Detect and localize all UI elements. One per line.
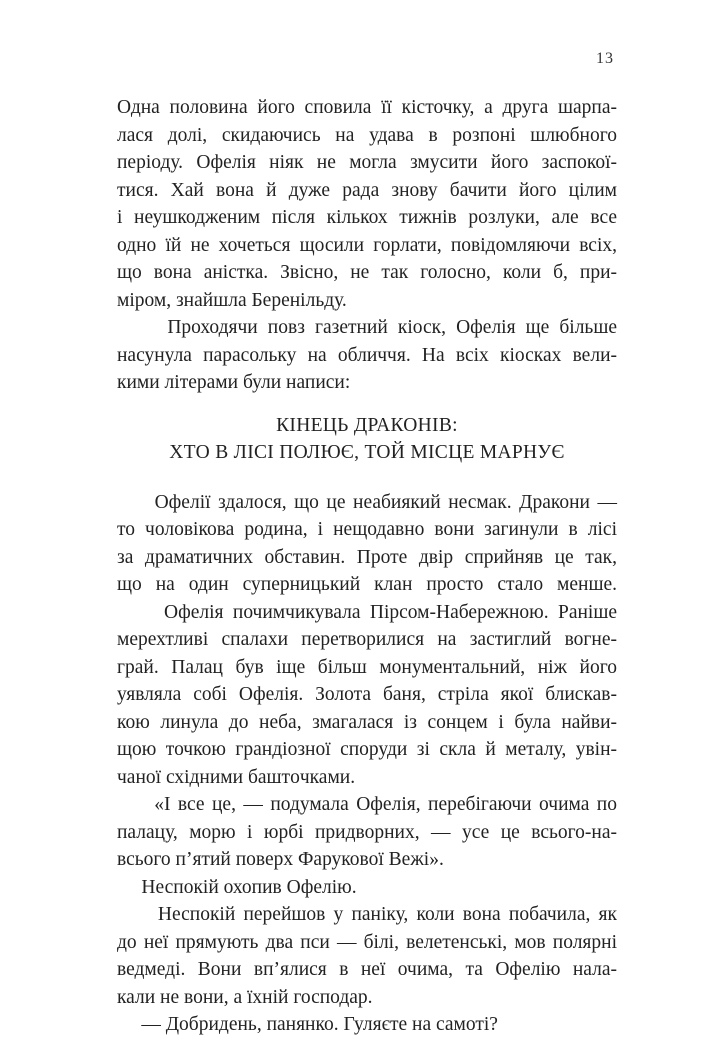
text-line: ведмеді. Вони вп’ялися в неї очима, та Офелію нала- bbox=[117, 959, 617, 980]
text-line: тися. Хай вона й дуже рада знову бачити його цілим bbox=[117, 179, 617, 201]
newspaper-headline-line1: КІНЕЦЬ ДРАКОНІВ: bbox=[276, 414, 458, 436]
text-line: за драматичних обставин. Проте двір сприйняв це так, bbox=[117, 546, 617, 568]
text-line: і неушкодженим після кількох тижнів розлуки, але все bbox=[117, 207, 617, 228]
text-line: до неї прямують два пси — білі, велетенські, мов полярні bbox=[117, 931, 617, 953]
text-line: що на один суперницький клан просто стало менше. bbox=[117, 574, 617, 595]
text-line: Неспокій перейшов у паніку, коли вона побачила, як bbox=[117, 904, 617, 925]
text-line: щою точкою грандіозної споруди зі скла й металу, увін- bbox=[117, 739, 617, 760]
text-line: кали не вони, а їхній господар. bbox=[117, 986, 373, 1008]
text-line: насунула парасольку на обличчя. На всіх кіосках вели- bbox=[117, 344, 617, 366]
text-line: Проходячи повз газетний кіоск, Офелія ще більше bbox=[117, 317, 617, 338]
text-line: періоду. Офелія ніяк не могла змусити його заспокої- bbox=[117, 152, 617, 173]
text-line: грай. Палац був іще більш монументальний, ніж його bbox=[117, 656, 617, 678]
text-line: кою линула до неба, змагалася із сонцем і була найви- bbox=[117, 711, 617, 733]
text-line: — Добридень, панянко. Гуляєте на самоті? bbox=[117, 1014, 498, 1035]
text-line: Одна половина його сповила її кісточку, а друга шарпа- bbox=[117, 97, 617, 118]
text-line: Неспокій охопив Офелію. bbox=[117, 876, 357, 898]
text-line: «І все це, — подумала Офелія, перебігаючи очима по bbox=[117, 794, 617, 815]
body-text bbox=[117, 94, 617, 1039]
text-line: мерехтливі спалахи перетворилися на застиглий вогне- bbox=[117, 629, 617, 650]
text-line: то чоловікова родина, і нещодавно вони загинули в лісі bbox=[117, 519, 617, 540]
text-line: палацу, морю і юрбі придворних, — усе це всього-на- bbox=[117, 821, 617, 843]
text-line: уявляла собі Офелія. Золота баня, стріла якої блискав- bbox=[117, 684, 617, 705]
text-line: міром, знайшла Беренільду. bbox=[117, 289, 347, 311]
text-line: Офелії здалося, що це неабиякий несмак. Дракони — bbox=[117, 491, 617, 513]
text-line: що вона аністка. Звісно, не так голосно, коли б, при- bbox=[117, 262, 617, 283]
text-line: Офелія почимчикувала Пірсом-Набережною. Раніше bbox=[117, 601, 617, 623]
text-line: лася долі, скидаючись на удава в розпоні шлюбного bbox=[117, 124, 617, 146]
page-number: 13 bbox=[596, 50, 614, 67]
text-line: чаної східними баштoчками. bbox=[117, 766, 356, 788]
text-line: одно їй не хочеться щосили горлати, повідомляючи всіх, bbox=[117, 234, 617, 256]
text-line: кими літерами були написи: bbox=[117, 372, 351, 393]
newspaper-headline-line2: ХТО В ЛІСІ ПОЛЮЄ, ТОЙ МІСЦЕ МАРНУЄ bbox=[169, 442, 565, 463]
text-line: всього п’ятий поверх Фарукової Вежі». bbox=[117, 849, 444, 870]
